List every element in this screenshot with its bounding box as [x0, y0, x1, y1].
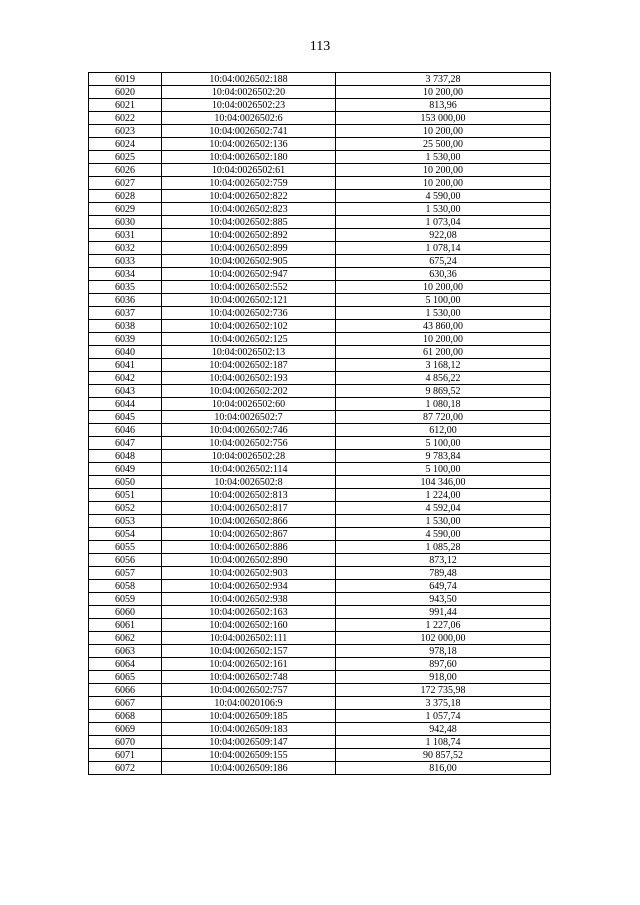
row-number-cell: 6047	[89, 437, 162, 450]
cadastral-number-cell: 10:04:0026502:60	[162, 398, 336, 411]
table-row	[89, 73, 551, 86]
row-number-cell: 6051	[89, 489, 162, 502]
amount-cell: 1 080,18	[336, 398, 551, 411]
amount-cell: 3 375,18	[336, 697, 551, 710]
cadastral-number-cell: 10:04:0026502:161	[162, 658, 336, 671]
table-row	[89, 476, 551, 489]
amount-cell: 816,00	[336, 762, 551, 775]
row-number-cell: 6061	[89, 619, 162, 632]
amount-cell: 991,44	[336, 606, 551, 619]
table-row	[89, 580, 551, 593]
row-number-cell: 6025	[89, 151, 162, 164]
table-row	[89, 333, 551, 346]
row-number-cell: 6070	[89, 736, 162, 749]
row-number-cell: 6067	[89, 697, 162, 710]
row-number-cell: 6048	[89, 450, 162, 463]
amount-cell: 1 530,00	[336, 515, 551, 528]
amount-cell: 104 346,00	[336, 476, 551, 489]
cadastral-number-cell: 10:04:0026502:892	[162, 229, 336, 242]
registry-table	[88, 72, 551, 775]
amount-cell: 5 100,00	[336, 437, 551, 450]
cadastral-number-cell: 10:04:0026509:183	[162, 723, 336, 736]
cadastral-number-cell: 10:04:0026502:6	[162, 112, 336, 125]
amount-cell: 1 530,00	[336, 151, 551, 164]
row-number-cell: 6043	[89, 385, 162, 398]
cadastral-number-cell: 10:04:0026509:155	[162, 749, 336, 762]
row-number-cell: 6055	[89, 541, 162, 554]
table-row	[89, 723, 551, 736]
row-number-cell: 6036	[89, 294, 162, 307]
cadastral-number-cell: 10:04:0026502:114	[162, 463, 336, 476]
table-row	[89, 645, 551, 658]
table-row	[89, 619, 551, 632]
row-number-cell: 6038	[89, 320, 162, 333]
amount-cell: 61 200,00	[336, 346, 551, 359]
table-row	[89, 398, 551, 411]
amount-cell: 1 085,28	[336, 541, 551, 554]
cadastral-number-cell: 10:04:0026509:147	[162, 736, 336, 749]
amount-cell: 9 869,52	[336, 385, 551, 398]
table-row	[89, 697, 551, 710]
cadastral-number-cell: 10:04:0026502:817	[162, 502, 336, 515]
table-row	[89, 684, 551, 697]
table-row	[89, 203, 551, 216]
row-number-cell: 6072	[89, 762, 162, 775]
amount-cell: 978,18	[336, 645, 551, 658]
amount-cell: 10 200,00	[336, 125, 551, 138]
amount-cell: 1 073,04	[336, 216, 551, 229]
amount-cell: 1 057,74	[336, 710, 551, 723]
amount-cell: 43 860,00	[336, 320, 551, 333]
table-row	[89, 736, 551, 749]
row-number-cell: 6066	[89, 684, 162, 697]
amount-cell: 4 592,04	[336, 502, 551, 515]
cadastral-number-cell: 10:04:0026502:947	[162, 268, 336, 281]
row-number-cell: 6034	[89, 268, 162, 281]
table-row	[89, 710, 551, 723]
cadastral-number-cell: 10:04:0026502:736	[162, 307, 336, 320]
amount-cell: 675,24	[336, 255, 551, 268]
row-number-cell: 6039	[89, 333, 162, 346]
cadastral-number-cell: 10:04:0026502:7	[162, 411, 336, 424]
row-number-cell: 6023	[89, 125, 162, 138]
table-row	[89, 554, 551, 567]
cadastral-number-cell: 10:04:0026502:8	[162, 476, 336, 489]
amount-cell: 649,74	[336, 580, 551, 593]
row-number-cell: 6037	[89, 307, 162, 320]
cadastral-number-cell: 10:04:0026502:202	[162, 385, 336, 398]
row-number-cell: 6062	[89, 632, 162, 645]
table-row	[89, 437, 551, 450]
cadastral-number-cell: 10:04:0026509:186	[162, 762, 336, 775]
table-row	[89, 528, 551, 541]
amount-cell: 172 735,98	[336, 684, 551, 697]
amount-cell: 10 200,00	[336, 177, 551, 190]
cadastral-number-cell: 10:04:0026502:20	[162, 86, 336, 99]
row-number-cell: 6027	[89, 177, 162, 190]
row-number-cell: 6022	[89, 112, 162, 125]
row-number-cell: 6068	[89, 710, 162, 723]
registry-table-body	[89, 73, 551, 775]
amount-cell: 5 100,00	[336, 294, 551, 307]
table-row	[89, 216, 551, 229]
row-number-cell: 6052	[89, 502, 162, 515]
cadastral-number-cell: 10:04:0026502:759	[162, 177, 336, 190]
table-row	[89, 99, 551, 112]
table-row	[89, 294, 551, 307]
cadastral-number-cell: 10:04:0026509:185	[162, 710, 336, 723]
table-row	[89, 606, 551, 619]
cadastral-number-cell: 10:04:0026502:741	[162, 125, 336, 138]
table-row	[89, 502, 551, 515]
table-row	[89, 320, 551, 333]
row-number-cell: 6046	[89, 424, 162, 437]
table-row	[89, 658, 551, 671]
amount-cell: 4 590,00	[336, 528, 551, 541]
cadastral-number-cell: 10:04:0026502:867	[162, 528, 336, 541]
row-number-cell: 6042	[89, 372, 162, 385]
row-number-cell: 6050	[89, 476, 162, 489]
table-row	[89, 424, 551, 437]
cadastral-number-cell: 10:04:0026502:823	[162, 203, 336, 216]
amount-cell: 813,96	[336, 99, 551, 112]
cadastral-number-cell: 10:04:0026502:125	[162, 333, 336, 346]
table-row	[89, 515, 551, 528]
cadastral-number-cell: 10:04:0026502:822	[162, 190, 336, 203]
amount-cell: 4 590,00	[336, 190, 551, 203]
amount-cell: 153 000,00	[336, 112, 551, 125]
row-number-cell: 6060	[89, 606, 162, 619]
amount-cell: 9 783,84	[336, 450, 551, 463]
row-number-cell: 6069	[89, 723, 162, 736]
row-number-cell: 6056	[89, 554, 162, 567]
table-row	[89, 281, 551, 294]
table-row	[89, 541, 551, 554]
row-number-cell: 6026	[89, 164, 162, 177]
amount-cell: 612,00	[336, 424, 551, 437]
row-number-cell: 6063	[89, 645, 162, 658]
amount-cell: 10 200,00	[336, 164, 551, 177]
cadastral-number-cell: 10:04:0026502:746	[162, 424, 336, 437]
row-number-cell: 6021	[89, 99, 162, 112]
amount-cell: 943,50	[336, 593, 551, 606]
amount-cell: 1 224,00	[336, 489, 551, 502]
table-row	[89, 463, 551, 476]
row-number-cell: 6065	[89, 671, 162, 684]
table-row	[89, 151, 551, 164]
cadastral-number-cell: 10:04:0026502:102	[162, 320, 336, 333]
row-number-cell: 6032	[89, 242, 162, 255]
cadastral-number-cell: 10:04:0026502:748	[162, 671, 336, 684]
amount-cell: 1 530,00	[336, 203, 551, 216]
table-row	[89, 372, 551, 385]
table-row	[89, 346, 551, 359]
cadastral-number-cell: 10:04:0026502:756	[162, 437, 336, 450]
amount-cell: 10 200,00	[336, 281, 551, 294]
row-number-cell: 6059	[89, 593, 162, 606]
table-row	[89, 190, 551, 203]
amount-cell: 1 108,74	[336, 736, 551, 749]
row-number-cell: 6020	[89, 86, 162, 99]
cadastral-number-cell: 10:04:0026502:187	[162, 359, 336, 372]
row-number-cell: 6035	[89, 281, 162, 294]
cadastral-number-cell: 10:04:0026502:111	[162, 632, 336, 645]
cadastral-number-cell: 10:04:0026502:885	[162, 216, 336, 229]
amount-cell: 10 200,00	[336, 333, 551, 346]
page-number: 113	[309, 39, 331, 54]
amount-cell: 25 500,00	[336, 138, 551, 151]
row-number-cell: 6058	[89, 580, 162, 593]
row-number-cell: 6031	[89, 229, 162, 242]
amount-cell: 897,60	[336, 658, 551, 671]
cadastral-number-cell: 10:04:0026502:903	[162, 567, 336, 580]
table-row	[89, 164, 551, 177]
cadastral-number-cell: 10:04:0026502:136	[162, 138, 336, 151]
amount-cell: 873,12	[336, 554, 551, 567]
cadastral-number-cell: 10:04:0026502:866	[162, 515, 336, 528]
row-number-cell: 6040	[89, 346, 162, 359]
cadastral-number-cell: 10:04:0026502:813	[162, 489, 336, 502]
cadastral-number-cell: 10:04:0026502:934	[162, 580, 336, 593]
row-number-cell: 6033	[89, 255, 162, 268]
table-row	[89, 762, 551, 775]
amount-cell: 87 720,00	[336, 411, 551, 424]
table-row	[89, 255, 551, 268]
cadastral-number-cell: 10:04:0026502:157	[162, 645, 336, 658]
row-number-cell: 6030	[89, 216, 162, 229]
table-row	[89, 411, 551, 424]
row-number-cell: 6029	[89, 203, 162, 216]
table-row	[89, 125, 551, 138]
amount-cell: 789,48	[336, 567, 551, 580]
cadastral-number-cell: 10:04:0026502:160	[162, 619, 336, 632]
table-row	[89, 385, 551, 398]
cadastral-number-cell: 10:04:0026502:180	[162, 151, 336, 164]
amount-cell: 3 168,12	[336, 359, 551, 372]
table-row	[89, 749, 551, 762]
row-number-cell: 6071	[89, 749, 162, 762]
cadastral-number-cell: 10:04:0026502:552	[162, 281, 336, 294]
row-number-cell: 6028	[89, 190, 162, 203]
cadastral-number-cell: 10:04:0026502:905	[162, 255, 336, 268]
cadastral-number-cell: 10:04:0026502:890	[162, 554, 336, 567]
amount-cell: 5 100,00	[336, 463, 551, 476]
cadastral-number-cell: 10:04:0026502:886	[162, 541, 336, 554]
table-row	[89, 671, 551, 684]
amount-cell: 1 227,06	[336, 619, 551, 632]
amount-cell: 922,08	[336, 229, 551, 242]
cadastral-number-cell: 10:04:0026502:757	[162, 684, 336, 697]
row-number-cell: 6049	[89, 463, 162, 476]
cadastral-number-cell: 10:04:0026502:163	[162, 606, 336, 619]
cadastral-number-cell: 10:04:0026502:938	[162, 593, 336, 606]
row-number-cell: 6041	[89, 359, 162, 372]
table-row	[89, 489, 551, 502]
table-row	[89, 177, 551, 190]
amount-cell: 1 078,14	[336, 242, 551, 255]
amount-cell: 630,36	[336, 268, 551, 281]
amount-cell: 918,00	[336, 671, 551, 684]
table-row	[89, 242, 551, 255]
cadastral-number-cell: 10:04:0020106:9	[162, 697, 336, 710]
cadastral-number-cell: 10:04:0026502:188	[162, 73, 336, 86]
cadastral-number-cell: 10:04:0026502:899	[162, 242, 336, 255]
table-row	[89, 632, 551, 645]
table-row	[89, 307, 551, 320]
amount-cell: 10 200,00	[336, 86, 551, 99]
row-number-cell: 6053	[89, 515, 162, 528]
amount-cell: 942,48	[336, 723, 551, 736]
cadastral-number-cell: 10:04:0026502:193	[162, 372, 336, 385]
cadastral-number-cell: 10:04:0026502:13	[162, 346, 336, 359]
amount-cell: 90 857,52	[336, 749, 551, 762]
table-row	[89, 268, 551, 281]
row-number-cell: 6057	[89, 567, 162, 580]
table-row	[89, 112, 551, 125]
row-number-cell: 6045	[89, 411, 162, 424]
table-row	[89, 229, 551, 242]
row-number-cell: 6024	[89, 138, 162, 151]
amount-cell: 4 856,22	[336, 372, 551, 385]
row-number-cell: 6019	[89, 73, 162, 86]
cadastral-number-cell: 10:04:0026502:121	[162, 294, 336, 307]
row-number-cell: 6044	[89, 398, 162, 411]
table-row	[89, 593, 551, 606]
table-row	[89, 567, 551, 580]
amount-cell: 3 737,28	[336, 73, 551, 86]
row-number-cell: 6054	[89, 528, 162, 541]
amount-cell: 102 000,00	[336, 632, 551, 645]
table-row	[89, 86, 551, 99]
row-number-cell: 6064	[89, 658, 162, 671]
cadastral-number-cell: 10:04:0026502:28	[162, 450, 336, 463]
amount-cell: 1 530,00	[336, 307, 551, 320]
table-row	[89, 359, 551, 372]
cadastral-number-cell: 10:04:0026502:61	[162, 164, 336, 177]
cadastral-number-cell: 10:04:0026502:23	[162, 99, 336, 112]
table-row	[89, 450, 551, 463]
table-row	[89, 138, 551, 151]
